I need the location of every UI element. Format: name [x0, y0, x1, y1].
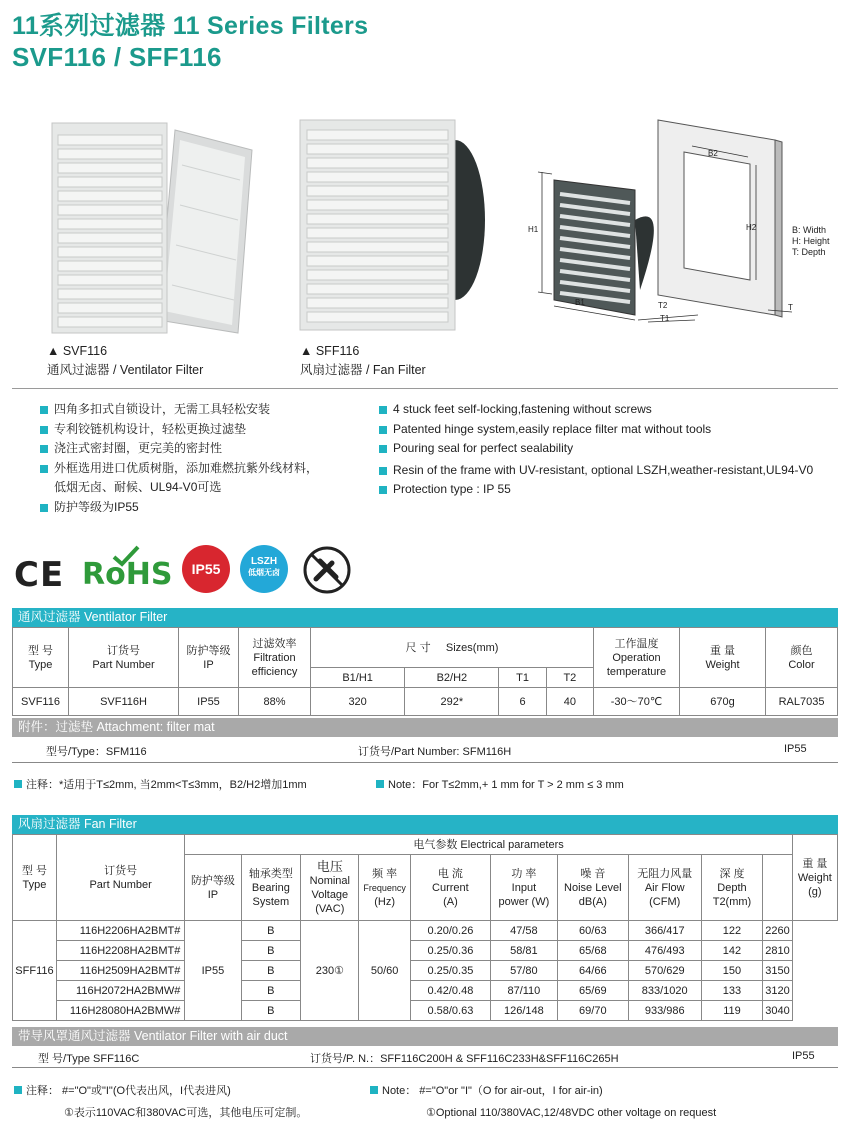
- attachment-bar: 附件：过滤垫 Attachment: filter mat: [12, 718, 838, 737]
- duct-row: [12, 1046, 838, 1068]
- ip55-badge-icon: IP55: [182, 545, 230, 593]
- vent-note-cn: 注释：*适用于T≤2mm, 当2mm<T≤3mm，B2/H2增加1mm: [14, 776, 307, 792]
- th-fan-part: 订货号 Part Number: [56, 835, 184, 921]
- table-row: 116H28080HA2BMW# B 0.58/0.63 126/148 69/70 933/986 119 3040: [13, 1001, 838, 1021]
- th-b2h2: B2/H2: [405, 668, 499, 688]
- feature-cn-item: 四角多扣式自锁设计，无需工具轻松安装: [40, 400, 318, 420]
- label-h1: H1: [528, 225, 539, 234]
- features-cn: [40, 400, 318, 517]
- table-row: 116H2509HA2BMT# B 0.25/0.35 57/80 64/66 570/629 150 3150: [13, 961, 838, 981]
- th-air: 无阻力风量 Air Flow (CFM): [628, 855, 701, 921]
- th-eff: 过滤效率 Filtration efficiency: [239, 628, 311, 688]
- rohs-icon: [82, 545, 174, 593]
- attachment-ip: IP55: [784, 743, 807, 755]
- fan-note-en: Note： #="O"or "I"（O for air-out，I for air-in) ①Optional 110/380VAC,12/48VDC other voltage on request: [370, 1080, 716, 1124]
- ce-mark-icon: CE: [14, 555, 65, 595]
- th-t2: T2: [546, 668, 593, 688]
- svf116-caption: [47, 342, 203, 380]
- fan-filter-bar: 风扇过滤器 Fan Filter: [12, 815, 838, 834]
- table-row: 116H2072HA2BMW# B 0.42/0.48 87/110 65/69 833/1020 133 3120: [13, 981, 838, 1001]
- th-bear: 轴承类型 Bearing System: [241, 855, 301, 921]
- ventilator-table: [12, 627, 838, 716]
- sff116-product-image: [290, 110, 490, 335]
- feature-cn-item: 专利铰链机构设计，轻松更换过滤垫: [40, 420, 318, 440]
- label-b1: B1: [575, 298, 585, 307]
- th-ip: 防护等级 IP: [179, 628, 239, 688]
- divider: [12, 388, 838, 389]
- no-tools-icon: [302, 545, 352, 595]
- legend-depth: T: Depth: [792, 247, 826, 257]
- th-fan-type: 型 号 Type: [13, 835, 57, 921]
- th-type: 型 号 Type: [13, 628, 69, 688]
- feature-en-item: 4 stuck feet self-locking,fastening without screws: [379, 400, 813, 420]
- sff116-desc: 风扇过滤器 / Fan Filter: [300, 363, 426, 377]
- features-en: [379, 400, 813, 500]
- lszh-cn-text: 低烟无卤: [248, 568, 280, 577]
- feature-en-item: Protection type : IP 55: [379, 480, 813, 500]
- legend-width: B: Width: [792, 225, 827, 235]
- rohs-text: RoHS: [82, 557, 173, 592]
- label-b2: B2: [708, 149, 718, 158]
- lszh-text: LSZH: [250, 556, 278, 567]
- th-elec: 电气参数 Electrical parameters: [185, 835, 792, 855]
- th-freq: 频 率 Frequency (Hz): [359, 855, 410, 921]
- sff116-caption: [300, 342, 426, 380]
- label-t: T: [788, 303, 793, 312]
- sff116-model: ▲ SFF116: [300, 344, 360, 358]
- table-row: SFF116 116H2206HA2BMT# IP55 B 230① 50/60 0.20/0.26 47/58 60/63 366/417 122 2260: [13, 921, 838, 941]
- th-volt: 电压 Nominal Voltage (VAC): [301, 855, 359, 921]
- page-title: 11系列过滤器 11 Series Filters: [12, 12, 369, 40]
- th-sizes: 尺 寸 Sizes(mm): [311, 628, 594, 668]
- feature-cn-item: 浇注式密封圈，更完美的密封性: [40, 439, 318, 459]
- attachment-row: [12, 737, 838, 763]
- feature-en-item: Resin of the frame with UV-resistant, optional LSZH,weather-resistant,UL94-V0: [379, 461, 813, 481]
- fan-note-cn: 注释： #="O"或"I"(O代表出风，I代表进风) ①表示110VAC和380VAC可选，其他电压可定制。: [14, 1080, 307, 1124]
- attachment-type: 型号/Type：SFM116: [46, 746, 147, 758]
- duct-ip: IP55: [792, 1050, 815, 1062]
- feature-en-item: Pouring seal for perfect sealability: [379, 439, 813, 459]
- th-fan-wt: 重 量 Weight (g): [792, 835, 837, 921]
- svf116-product-image: [40, 105, 260, 335]
- th-temp: 工作温度 Operation temperature: [594, 628, 680, 688]
- th-color: 颜色 Color: [766, 628, 838, 688]
- feature-cn-item: 外框选用进口优质树脂，添加难燃抗紫外线材料，: [40, 459, 318, 479]
- duct-part: 订货号/P. N.：SFF116C200H & SFF116C233H&SFF116C265H: [310, 1053, 619, 1065]
- attachment-part: 订货号/Part Number: SFM116H: [358, 746, 512, 758]
- th-part: 订货号 Part Number: [69, 628, 179, 688]
- th-fan-ip: 防护等级 IP: [185, 855, 241, 921]
- label-t2: T2: [658, 301, 668, 310]
- page-subtitle: SVF116 / SFF116: [12, 42, 222, 72]
- legend-height: H: Height: [792, 236, 830, 246]
- feature-cn-item: 低烟无卤、耐候、UL94-V0可选: [54, 480, 222, 494]
- table-row: 116H2208HA2BMT# B 0.25/0.36 58/81 65/68 476/493 142 2810: [13, 941, 838, 961]
- th-b1h1: B1/H1: [311, 668, 405, 688]
- th-weight: 重 量 Weight: [680, 628, 766, 688]
- th-depth: 深 度 Depth T2(mm): [701, 855, 763, 921]
- dimension-diagram: [520, 110, 850, 330]
- label-h2: H2: [746, 223, 757, 232]
- svf116-desc: 通风过滤器 / Ventilator Filter: [47, 363, 204, 377]
- svf116-model: ▲ SVF116: [47, 344, 108, 358]
- th-pow: 功 率 Input power (W): [490, 855, 557, 921]
- th-cur: 电 流 Current (A): [410, 855, 490, 921]
- table-row: SVF116 SVF116H IP55 88% 320 292* 6 40 -30～70℃ 670g RAL7035: [13, 688, 838, 716]
- ventilator-filter-bar: 通风过滤器 Ventilator Filter: [12, 608, 838, 627]
- label-t1: T1: [660, 314, 670, 323]
- duct-type: 型 号/Type SFF116C: [38, 1053, 140, 1065]
- vent-note-en: Note：For T≤2mm,+ 1 mm for T > 2 mm ≤ 3 mm: [376, 776, 624, 792]
- fan-table: [12, 834, 838, 1021]
- feature-en-item: Patented hinge system,easily replace filter mat without tools: [379, 420, 813, 440]
- duct-bar: 带导风罩通风过滤器 Ventilator Filter with air duct: [12, 1027, 838, 1046]
- th-t1: T1: [499, 668, 546, 688]
- feature-cn-item: 防护等级为IP55: [40, 498, 318, 518]
- th-noise: 噪 音 Noise Level dB(A): [557, 855, 628, 921]
- lszh-badge-icon: [240, 545, 288, 593]
